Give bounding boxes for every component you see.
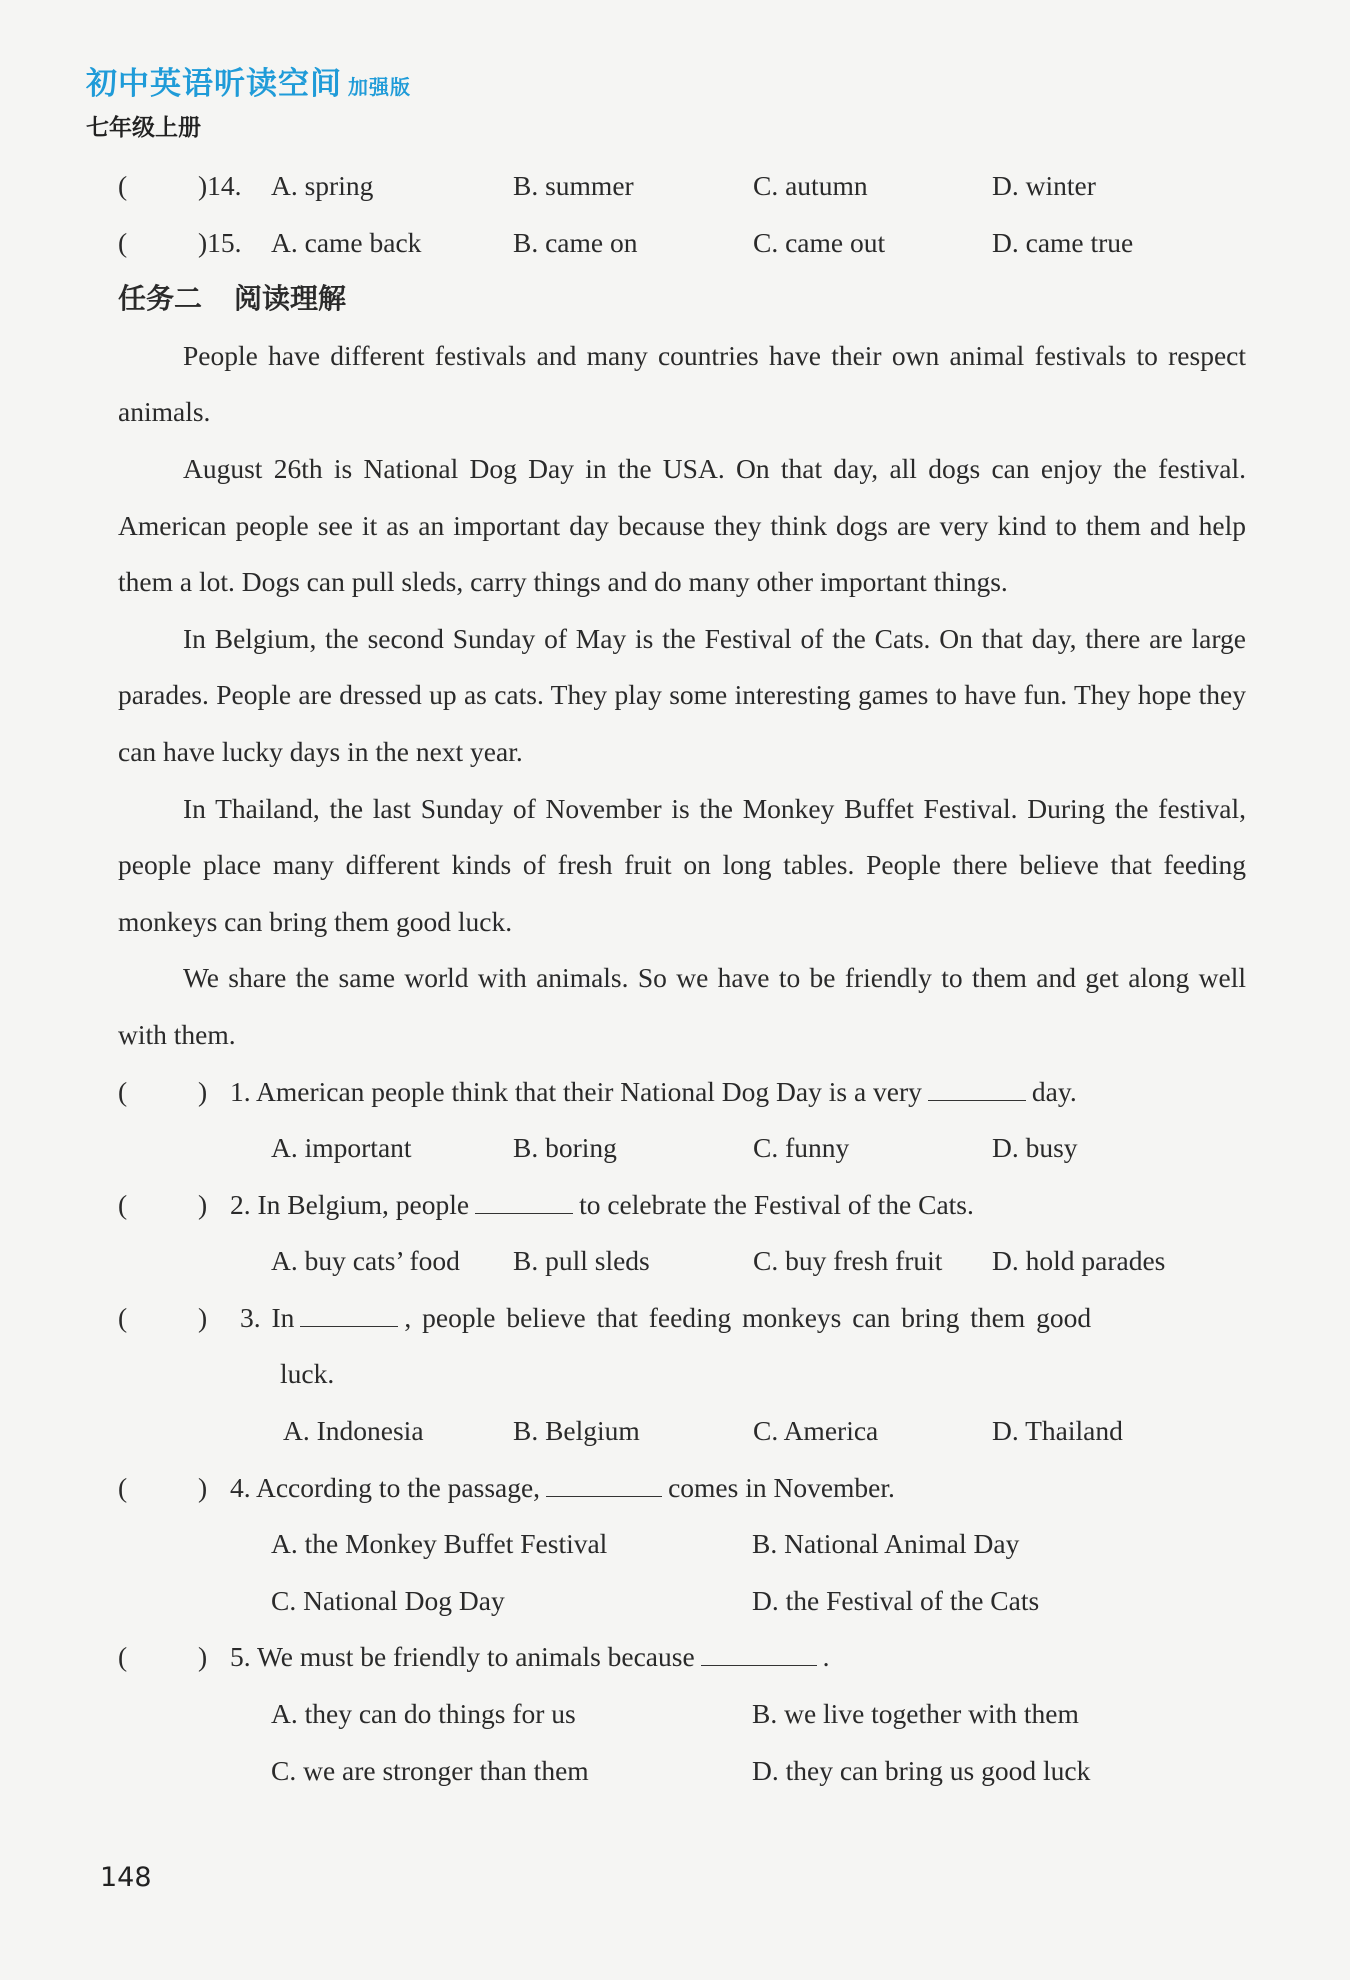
answer-paren-close: ) (198, 1075, 208, 1107)
option-d: D. busy (992, 1132, 1078, 1164)
option-c: C. we are stronger than them (271, 1754, 589, 1786)
answer-blank[interactable] (701, 1643, 817, 1666)
stem-text-end: . (822, 1641, 830, 1673)
stem-text: American people think that their National Dog Day is a very (255, 1075, 922, 1107)
passage-paragraph: August 26th is National Dog Day in the USA. On that day, all dogs can enjoy the festival. American people see it as an important day because they think dogs are very kind to them and help them a lot. Dogs can pull sleds, carry things and do many other important things. (118, 452, 1246, 598)
question-row-5 (118, 1629, 1246, 1686)
option-c: C. buy fresh fruit (753, 1245, 943, 1277)
stem-text-end: to celebrate the Festival of the Cats. (579, 1188, 974, 1220)
question-number: 1. (230, 1075, 251, 1107)
option-d: D. winter (992, 170, 1096, 201)
option-a: A. important (271, 1132, 412, 1164)
answer-blank[interactable] (928, 1078, 1026, 1101)
question-stem (230, 1460, 895, 1517)
passage-paragraph: People have different festivals and many countries have their own animal festivals to respect animals. (118, 339, 1246, 428)
option-d: D. the Festival of the Cats (752, 1584, 1040, 1616)
option-a: A. Indonesia (283, 1415, 424, 1447)
question-stem (230, 1064, 1077, 1121)
stem-text: In Belgium, people (257, 1188, 470, 1220)
question-stem (230, 1629, 830, 1686)
passage-paragraph: We share the same world with animals. So we have to be friendly to them and get along well with them. (118, 962, 1246, 1050)
option-b: B. summer (513, 170, 634, 201)
option-c: C. National Dog Day (271, 1584, 505, 1616)
option-a: A. buy cats’ food (271, 1245, 460, 1277)
answer-paren-close: ) (198, 1188, 208, 1220)
option-b: B. came on (513, 226, 638, 258)
question-number: 5. (230, 1641, 251, 1673)
answer-paren-open: ( (118, 1641, 128, 1673)
options-row (118, 1686, 1246, 1743)
question-number: )15. (198, 226, 242, 258)
edition-label: 加强版 (348, 75, 411, 99)
options-row (118, 1233, 1246, 1290)
question-number: 3. (240, 1301, 261, 1333)
stem-text: According to the passage, (255, 1471, 541, 1503)
option-d: D. hold parades (992, 1245, 1166, 1277)
option-d: D. came true (992, 226, 1134, 258)
option-c: C. came out (753, 226, 886, 258)
option-a: A. they can do things for us (271, 1698, 576, 1730)
passage-paragraph: In Thailand, the last Sunday of November is the Monkey Buffet Festival. During the festival, people place many different kinds of fresh fruit on long tables. People there believe that feeding monkeys can bring them good luck. (118, 792, 1246, 937)
question-row-3 (118, 1290, 1246, 1347)
answer-paren-open: ( (118, 1075, 128, 1107)
option-b: B. National Animal Day (752, 1528, 1020, 1560)
stem-text-end: comes in November. (668, 1471, 895, 1503)
options-row (118, 1573, 1246, 1630)
options-row (118, 1516, 1246, 1573)
grade-label: 七年级上册 (86, 115, 201, 141)
stem-text: We must be friendly to animals because (257, 1641, 695, 1673)
question-row-1 (118, 1064, 1246, 1121)
answer-blank[interactable] (475, 1191, 573, 1214)
question-row-4 (118, 1460, 1246, 1517)
option-a: A. came back (271, 226, 422, 258)
option-d: D. Thailand (992, 1415, 1123, 1447)
section-task-label: 任务二 (118, 282, 203, 316)
question-number: 4. (230, 1471, 251, 1503)
option-a: A. the Monkey Buffet Festival (271, 1528, 608, 1560)
answer-paren-open: ( (118, 170, 128, 201)
stem-text-end: day. (1031, 1075, 1077, 1107)
answer-paren-open: ( (118, 1188, 128, 1220)
page-content (118, 158, 1246, 1799)
option-b: B. Belgium (513, 1415, 640, 1447)
answer-blank[interactable] (546, 1474, 662, 1497)
stem-text: In (271, 1301, 295, 1333)
option-b: B. we live together with them (752, 1698, 1079, 1730)
stem-text-end: , people believe that feeding monkeys can bring them good (404, 1301, 1092, 1333)
section-title (118, 271, 1246, 328)
section-name-label: 阅读理解 (234, 282, 347, 316)
question-number: 2. (230, 1188, 251, 1220)
answer-paren-open: ( (118, 1471, 128, 1503)
answer-paren-open: ( (118, 226, 128, 258)
passage-paragraph: In Belgium, the second Sunday of May is the Festival of the Cats. On that day, there are large parades. People are dressed up as cats. They play some interesting games to have fun. They hope they can have lucky days in the next year. (118, 622, 1246, 767)
question-stem (240, 1290, 1091, 1347)
options-row (118, 1403, 1246, 1460)
answer-paren-close: ) (198, 1641, 208, 1673)
question-row-15 (118, 215, 1246, 272)
answer-paren-close: ) (198, 1301, 208, 1333)
question-stem (230, 1177, 974, 1234)
reading-passage (118, 328, 1246, 1064)
answer-blank[interactable] (300, 1304, 398, 1327)
options-row (118, 1743, 1246, 1800)
question-row-2 (118, 1177, 1246, 1234)
question-row-14 (118, 158, 1246, 215)
answer-paren-close: ) (198, 1471, 208, 1503)
question-number: )14. (198, 170, 242, 201)
book-title-text: 初中英语听读空间 (86, 66, 342, 102)
option-a: A. spring (271, 170, 374, 201)
option-c: C. America (753, 1415, 879, 1447)
stem-text-line2: luck. (280, 1358, 335, 1390)
stem-continuation-row (118, 1346, 1246, 1403)
option-b: B. pull sleds (513, 1245, 650, 1277)
book-title (86, 58, 411, 103)
option-d: D. they can bring us good luck (752, 1754, 1091, 1786)
option-b: B. boring (513, 1132, 617, 1164)
page-header (86, 58, 411, 142)
option-c: C. autumn (753, 170, 868, 201)
options-row (118, 1120, 1246, 1177)
page-number: 148 (100, 1862, 152, 1893)
option-c: C. funny (753, 1132, 850, 1164)
answer-paren-open: ( (118, 1301, 128, 1333)
